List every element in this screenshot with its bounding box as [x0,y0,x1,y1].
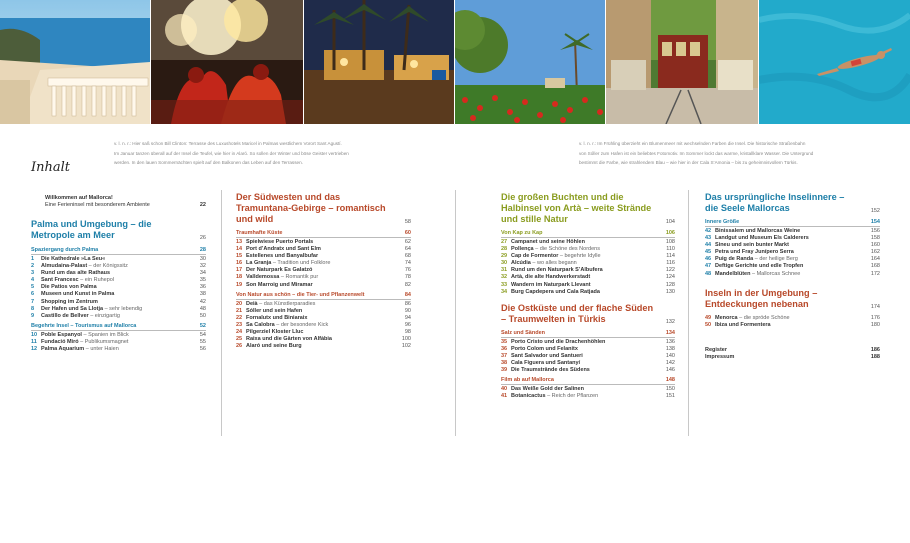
page-number: 106 [665,230,675,236]
entry-title: Shopping im Zentrum [41,298,98,305]
page-number: 104 [665,219,675,225]
photo-terrace-sea [0,0,150,124]
page-number: 48 [199,305,206,312]
page-number: 148 [665,377,675,384]
entry-title: Porto Colom und Felanitx [511,345,578,352]
section-title: Begehrte Insel – Tourismus auf Mallorca [31,322,137,329]
caption-line: von Sóller zum Hafen ist ein beliebtes Fotomotiv. Im Sommer lockt das warme, kristallklare Wasser. Die Untergrund [579,150,814,156]
entry-title: Raixa und die Gärten von Alfàbia [246,336,332,343]
section-heading[interactable] [31,247,206,255]
toc-entry[interactable] [501,289,675,296]
page-number: 28 [199,247,206,253]
page-number: 128 [665,281,675,288]
toc-entry[interactable] [236,246,411,253]
entry-title: Petra und Fray Junípero Serra [715,249,794,256]
page-number: 96 [404,321,411,328]
entry-title: Poble Espanyol – Spanien im Blick [41,331,129,338]
section-heading[interactable] [501,230,675,238]
page-number: 146 [665,367,675,374]
entry-number: 20 [236,300,243,307]
entry-title: Spielwiese Puerto Portals [246,239,314,245]
toc-entry[interactable] [236,301,411,308]
entry-number: 43 [705,235,712,242]
photo-devils-fireworks [151,0,303,124]
entry-number: 37 [501,352,508,359]
entry-title: Castillo de Bellver – einzigartig [41,312,120,319]
section-title: Salz und Sänden [501,329,546,336]
toc-entry[interactable] [501,393,675,400]
page-number: 30 [199,256,206,262]
photo-strip [0,0,910,124]
page-number: 154 [870,219,880,225]
chapter-title: Die Ostküste und der flache Süden – Traumwelten in Türkis [501,302,654,324]
toc-entry[interactable] [31,299,206,306]
page-number: 150 [665,386,675,393]
entry-title: Alcúdia – wo alles begann [511,260,577,267]
chapter-title: Das ursprüngliche Inselinnere – die Seele Mallorcas [705,192,845,213]
page-number: 188 [870,353,880,360]
entry-number: 4 [31,277,35,284]
entry-title: Almudaina-Palast – der Königssitz [41,263,128,270]
page-number: 162 [870,249,880,256]
entry-title: Binissalem und Mallorcas Weine [715,228,801,234]
entry-title: Menorca – die spröde Schöne [715,314,790,321]
toc-intro[interactable] [31,195,206,209]
chapter-heading[interactable] [501,192,675,225]
register-entry[interactable] [705,347,880,354]
toc-entry[interactable] [31,313,206,320]
entry-number: 16 [236,260,243,267]
page-number: 98 [404,329,411,336]
page-number: 134 [665,329,675,336]
entry-number: 23 [236,321,243,328]
page-gutter [455,190,456,436]
entry-title: Die Kathedrale »La Seu« [41,256,106,262]
toc-entry[interactable] [236,329,411,336]
entry-title: Pollença – die Schöne des Nordens [511,246,600,253]
toc-entry[interactable] [31,339,206,346]
entry-title: Das Weiße Gold der Salinen [511,386,584,393]
toc-entry[interactable] [236,336,411,343]
entry-title: Cala Figuera und Santanyí [511,360,581,367]
toc-entry[interactable] [236,322,411,329]
entry-title: Sant Francesc – ein Ruhepol [41,277,115,284]
toc-entry[interactable] [236,267,411,274]
page-number: 142 [665,360,675,367]
toc-entry[interactable] [705,322,880,329]
section-heading[interactable] [236,292,411,300]
page-number: 58 [404,219,411,225]
page-number: 152 [870,208,880,214]
entry-title: Ibiza und Formentera [715,321,771,328]
entry-title: Wandern im Naturpark Llevant [511,281,591,288]
entry-title: Deftige Gerichte und edle Tropfen [715,263,804,270]
entry-number: 42 [705,228,712,234]
page-number: 68 [404,253,411,260]
entry-number: 36 [501,345,508,352]
entry-number: 46 [705,256,712,263]
entry-number: 17 [236,267,243,274]
toc-entry[interactable] [705,235,880,242]
page-number: 151 [665,393,675,400]
toc-entry[interactable] [501,253,675,260]
toc-entry[interactable] [31,277,206,284]
entry-title: Museen und Kunst in Palma [41,291,115,298]
entry-number: 19 [236,281,243,288]
entry-label: Impressum [705,353,735,360]
chapter-heading[interactable] [501,303,675,325]
entry-title: Pilgerziel Kloster Lluc [246,329,304,336]
page-number: 64 [404,246,411,253]
entry-title: Rund um den Naturpark S’Albufera [511,267,603,274]
chapter-heading[interactable] [236,192,411,225]
entry-number: 8 [31,305,35,312]
contents-logo: Inhalt [31,160,71,175]
page-number: 180 [870,321,880,328]
entry-number: 2 [31,263,35,270]
entry-number: 40 [501,386,508,393]
page-number: 34 [199,270,206,277]
page-number: 140 [665,352,675,359]
entry-title: Der Naturpark Es Galatzó [246,267,313,274]
toc-entry[interactable] [705,315,880,322]
page-number: 156 [870,228,880,234]
page-number: 54 [199,331,206,338]
page-number: 86 [404,300,411,307]
page-number: 132 [665,318,675,325]
page-number: 74 [404,260,411,267]
entry-title: Deià – das Künstlerparadies [246,300,316,307]
section-heading[interactable] [705,219,880,227]
toc-entry[interactable] [236,260,411,267]
page-number: 186 [870,346,880,353]
entry-title: Die Traumstrände des Südens [511,367,590,374]
toc-entry[interactable] [705,263,880,270]
entry-title: Die Patios von Palma [41,284,97,291]
entry-number: 39 [501,367,508,374]
entry-number: 15 [236,253,243,260]
page-number: 174 [870,303,880,310]
entry-label: Register [705,346,728,353]
toc-column-1 [31,195,206,353]
page-number: 160 [870,242,880,249]
entry-number: 35 [501,338,508,345]
section-heading[interactable] [31,323,206,331]
entry-number: 41 [501,393,508,400]
entry-number: 9 [31,312,35,319]
entry-title: Sa Calobra – der besondere Kick [246,321,329,328]
page-number: 100 [401,336,411,343]
entry-title: Artà, die alte Handwerkerstadt [511,274,591,281]
entry-title: Fundació Miró – Publikumsmagnet [41,338,129,345]
toc-entry[interactable] [705,242,880,249]
entry-number: 38 [501,360,508,367]
intro-subtitle: Eine Ferieninsel mit besonderem Ambiente [45,202,150,208]
photo-poppy-field [455,0,605,124]
toc-entry[interactable] [501,360,675,367]
toc-entry[interactable] [236,315,411,322]
entry-number: 22 [236,314,243,321]
entry-number: 25 [236,336,243,343]
entry-title: Sóller und sein Hafen [246,307,303,314]
page-number: 138 [665,345,675,352]
caption-line: Im Januar tanzen überall auf der Insel die Teufel, wie hier in Alaró. So sollen der Winter und böse Geister vertrieben [114,150,349,156]
entry-number: 34 [501,288,508,295]
entry-title: Valldemossa – Romantik pur [246,274,319,281]
page-number: 52 [199,322,206,329]
entry-title: Palma Aquarium – unter Haien [41,346,119,353]
section-title: Spaziergang durch Palma [31,247,99,253]
entry-number: 24 [236,329,243,336]
entry-number: 1 [31,256,35,262]
toc-entry[interactable] [31,291,206,298]
page-number: 110 [666,246,675,253]
toc-entry[interactable] [501,367,675,374]
page-number: 172 [870,270,880,277]
entry-title: Sant Salvador und Santueri [511,352,583,359]
toc-entry[interactable] [501,346,675,353]
toc-entry[interactable] [705,256,880,263]
photo-caption-right [579,139,883,168]
toc-entry[interactable] [236,253,411,260]
entry-number: 28 [501,246,508,253]
entry-title: Estellenes und Banyalbufar [246,253,319,260]
toc-entry[interactable] [501,339,675,346]
entry-number: 21 [236,307,243,314]
toc-entry[interactable] [501,386,675,393]
toc-entry[interactable] [501,239,675,246]
page-number: 56 [199,346,206,353]
entry-title: Rund um das alte Rathaus [41,270,111,277]
toc-column-2 [236,192,411,350]
entry-number: 32 [501,274,508,281]
page-number: 55 [199,338,206,345]
toc-entry[interactable] [236,239,411,246]
page-number: 38 [199,291,206,298]
page-number: 42 [199,298,206,305]
entry-title: Puig de Randa – der heilige Berg [715,256,798,263]
toc-entry[interactable] [501,353,675,360]
column-divider [221,190,222,436]
section-title: Von Natur aus schön – die Tier- und Pflanzenwelt [236,291,365,298]
page-number: 26 [199,235,206,241]
page-number: 62 [404,239,411,245]
entry-number: 10 [31,331,38,338]
page-number: 176 [870,314,880,321]
entry-number: 47 [705,263,712,270]
page-number: 130 [665,288,675,295]
photo-tram-soller [606,0,758,124]
entry-number: 48 [705,270,712,277]
column-divider [688,190,689,436]
chapter-title: Der Südwesten und das Tramuntana-Gebirge – romantisch und wild [236,192,386,224]
page-number: 114 [666,253,675,260]
toc-entry[interactable] [236,274,411,281]
section-heading[interactable] [501,377,675,385]
entry-number: 49 [705,314,712,321]
entry-title: Porto Cristo und die Drachenhöhlen [511,338,606,345]
entry-title: Port d’Andratx und Sant Elm [246,246,321,253]
toc-entry[interactable] [501,274,675,281]
entry-number: 29 [501,253,508,260]
entry-number: 30 [501,260,508,267]
caption-line: v. l. n. r.: Im Frühling überzieht ein Blumenmeer mit wechselnden Farben die Insel. Die historische Straßenbahn [579,141,806,146]
page-number: 22 [199,202,206,208]
photo-caption-left [114,139,404,168]
page-number: 168 [870,263,880,270]
entry-title: Cap de Formentor – begehrte Idylle [511,253,601,260]
entry-title: La Granja – Tradition und Folklore [246,260,331,267]
page-number: 136 [665,338,675,345]
page-number: 158 [870,235,880,242]
entry-number: 45 [705,249,712,256]
page-number: 94 [404,314,411,321]
entry-title: Der Hafen und Sa Llotja – sehr lebendig [41,305,143,312]
page-number: 90 [404,307,411,314]
toc-entry[interactable] [31,270,206,277]
caption-line: v. l. n. r.: Hier saß schon Bill Clinton: Terrasse des Luxushotels Maricel in Palmas westlichem Vorort Sant Agustí. [114,141,342,146]
entry-number: 7 [31,298,35,305]
entry-number: 6 [31,291,35,298]
page-number: 82 [404,281,411,288]
page-number: 108 [665,239,675,245]
toc-entry[interactable] [236,308,411,315]
page-number: 50 [199,312,206,319]
entry-title: Mandelblüten – Mallorcas Schnee [715,270,801,277]
entry-number: 31 [501,267,508,274]
page-number: 122 [665,267,675,274]
toc-column-3 [501,192,675,400]
entry-title: Alaró und seine Burg [246,343,302,350]
page-number: 32 [199,263,206,270]
page-number: 164 [870,256,880,263]
section-heading[interactable] [501,330,675,338]
toc-column-4 [705,192,880,361]
toc-entry[interactable] [31,284,206,291]
toc-entry[interactable] [31,332,206,339]
chapter-heading[interactable] [705,288,880,310]
page-number: 84 [404,291,411,298]
toc-entry[interactable] [501,267,675,274]
entry-number: 11 [31,338,37,345]
entry-number: 26 [236,343,243,350]
entry-title: Botanicactus – Reich der Pflanzen [511,393,599,400]
entry-title: Campanet und seine Höhlen [511,239,585,245]
section-title: Film ab auf Mallorca [501,377,554,384]
entry-number: 12 [31,346,38,353]
page-number: 116 [666,260,675,267]
chapter-title: Palma und Umgebung – die Metropole am Meer [31,219,152,240]
page-number: 76 [404,267,411,274]
entry-title: Fornalutx und Biniaraix [246,314,308,321]
entry-number: 14 [236,246,243,253]
entry-number: 13 [236,239,243,245]
toc-entry[interactable] [501,282,675,289]
toc-entry[interactable] [31,346,206,353]
page-number: 124 [665,274,675,281]
impressum-entry[interactable] [705,354,880,361]
entry-number: 33 [501,281,508,288]
toc-entry[interactable] [705,228,880,235]
chapter-title: Inseln in der Umgebung – Entdeckungen nebenan [705,287,818,309]
page-number: 35 [199,277,206,284]
section-heading[interactable] [236,230,411,238]
toc-entry[interactable] [501,246,675,253]
entry-number: 3 [31,270,35,277]
toc-entry[interactable] [705,249,880,256]
toc-entry[interactable] [501,260,675,267]
page-number: 60 [404,230,411,236]
intro-title: Willkommen auf Mallorca! [45,195,113,201]
chapter-heading[interactable] [31,219,206,241]
toc-entry[interactable] [31,263,206,270]
page-number: 102 [401,343,411,350]
section-title: Traumhafte Küste [236,230,283,236]
entry-title: Landgut und Museum Els Calderers [715,235,809,242]
entry-number: 27 [501,239,508,245]
entry-number: 44 [705,242,712,249]
chapter-title: Die großen Buchten und die Halbinsel von Artà – weite Strände und stille Natur [501,192,652,224]
entry-title: Burg Capdepera und Cala Ratjada [511,288,600,295]
entry-title: Sineu und sein bunter Markt [715,242,789,249]
photo-swimmer-turquoise [759,0,910,124]
entry-number: 5 [31,284,35,291]
entry-number: 18 [236,274,243,281]
caption-line: bestimmt die Farbe, wie strahlendem Blau – wie hier in der Cala S’Amonia – bis zu geheimnisvollem Türkis. [579,160,798,166]
caption-line: werden. In den lauen Sommernächten spielt auf den Balkonen das Leben auf den Terrassen. [114,160,303,166]
section-title: Innere Größe [705,219,740,225]
entry-title: Son Marroig und Miramar [246,281,313,288]
toc-entry[interactable] [705,271,880,278]
photo-night-terrace [304,0,454,124]
chapter-heading[interactable] [705,192,880,214]
section-title: Von Kap zu Kap [501,230,543,236]
page-number: 36 [199,284,206,291]
toc-entry[interactable] [31,256,206,263]
toc-entry[interactable] [236,343,411,350]
entry-number: 50 [705,321,712,328]
toc-entry[interactable] [31,306,206,313]
page-number: 78 [404,274,411,281]
toc-entry[interactable] [236,282,411,289]
